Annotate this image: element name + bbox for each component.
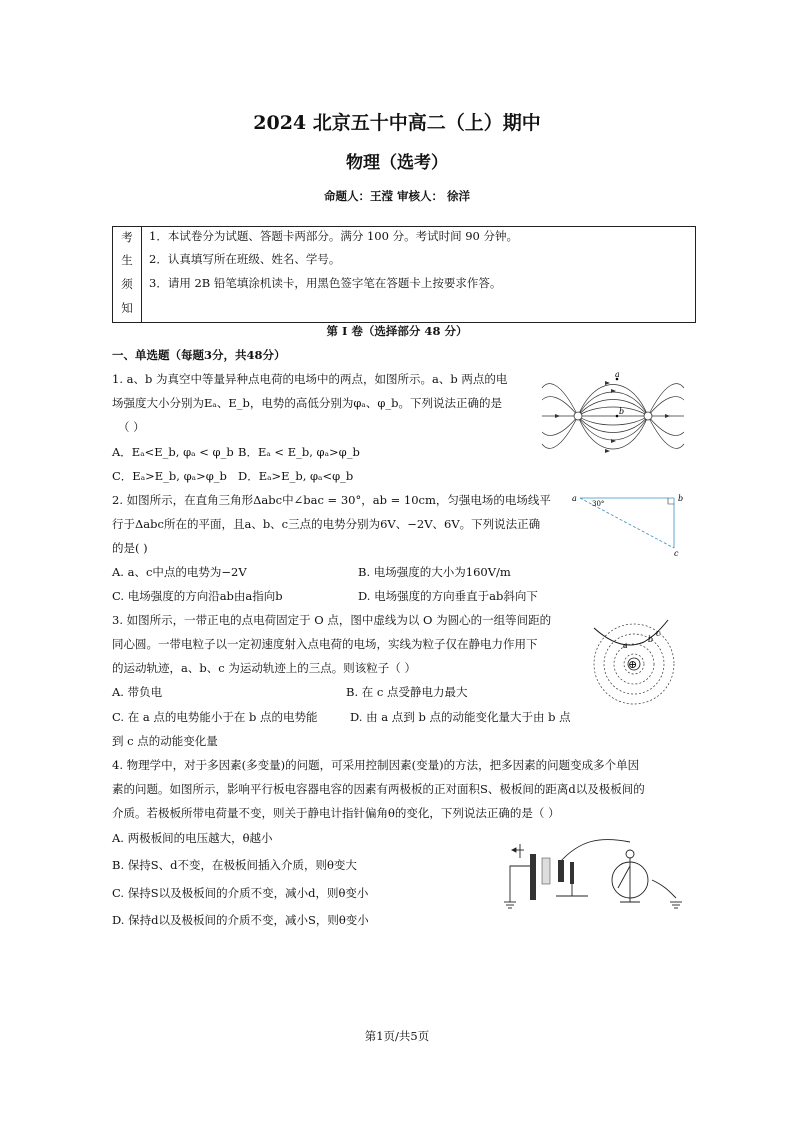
page-title: 2024 北京五十中高二（上）期中: [253, 112, 541, 134]
q3-line: 同心圆。一带电粒子以一定初速度射入点电荷的电场，实线为粒子仅在静电力作用下: [112, 637, 538, 651]
q2-line: 2. 如图所示，在直角三角形Δabc中∠bac = 30°，ab = 10cm，匀强电场的电场线平: [112, 493, 551, 507]
notice-side-char: 考: [121, 230, 133, 244]
q2-option-a: A. a、c中点的电势为−2V: [112, 565, 247, 579]
q2-option-b: B. 电场强度的大小为160V/m: [358, 565, 511, 579]
q3-line: 3. 如图所示，一带正电的点电荷固定于 O 点，图中虚线为以 O 为圆心的一组等间距的: [112, 613, 552, 627]
fig-label-c: c: [674, 549, 679, 558]
part-title: 第 I 卷（选择部分 48 分）: [326, 324, 468, 338]
q1-option-c: C．Eₐ>E_b, φₐ>φ_b: [112, 469, 227, 483]
q4-line: 介质。若极板所带电荷量不变，则关于静电计指针偏角θ的变化，下列说法正确的是（ ）: [112, 806, 560, 820]
q1-line: 场强度大小分别为Eₐ、E_b，电势的高低分别为φₐ、φ_b。下列说法正确的是: [112, 396, 502, 410]
q3-line: 的运动轨迹，a、b、c 为运动轨迹上的三点。则该粒子（ ）: [112, 661, 416, 675]
fig-label-a: a: [572, 494, 577, 503]
fig-label-a: a: [623, 641, 628, 650]
q3-option-d-cont: 到 c 点的动能变化量: [112, 734, 218, 748]
q1-option-a: A．Eₐ<E_b, φₐ < φ_b: [112, 445, 234, 459]
q2-line: 的是( ): [112, 541, 148, 555]
capacitor-electrometer-figure: [500, 836, 688, 916]
subject-title: 物理（选考）: [346, 153, 448, 173]
fig-label-c: c: [656, 629, 661, 638]
q3-option-d: D. 由 a 点到 b 点的动能变化量大于由 b 点: [350, 710, 571, 724]
triangle-figure: [570, 490, 688, 558]
q3-option-c: C. 在 a 点的电势能小于在 b 点的电势能: [112, 710, 318, 724]
fig-label-b: b: [648, 635, 654, 644]
section-heading: 一、单选题（每题3分，共48分）: [112, 348, 286, 362]
q4-line: 4. 物理学中，对于多因素(多变量)的问题，可采用控制因素(变量)的方法，把多因素的问题变成多个单因: [112, 758, 640, 772]
q3-option-a: A. 带负电: [112, 685, 163, 699]
positive-charge-symbol: ⊕: [628, 658, 638, 671]
notice-box: [112, 226, 696, 323]
q4-line: 素的问题。如图所示，影响平行板电容器电容的因素有两极板的正对面积S、极板间的距离d以及极板间的: [112, 782, 645, 796]
fig-angle-label: 30°: [592, 500, 605, 508]
q4-option-b: B. 保持S、d不变，在极板间插入介质，则θ变大: [112, 858, 357, 872]
notice-item: 1．本试卷分为试题、答题卡两部分。满分 100 分。考试时间 90 分钟。: [149, 229, 519, 243]
q1-line: 1. a、b 为真空中等量异种点电荷的电场中的两点，如图所示。a、b 两点的电: [112, 372, 508, 386]
dipole-field-figure: [540, 370, 686, 464]
notice-side-char: 须: [121, 277, 133, 291]
q3-option-b: B. 在 c 点受静电力最大: [346, 685, 468, 699]
q4-option-c: C. 保持S以及极板间的介质不变，减小d，则θ变小: [112, 886, 369, 900]
fig-label-b: b: [678, 494, 684, 503]
notice-side-char: 生: [121, 253, 133, 267]
notice-item: 3．请用 2B 铅笔填涂机读卡，用黑色签字笔在答题卡上按要求作答。: [149, 276, 502, 290]
notice-side-char: 知: [121, 301, 133, 315]
notice-item: 2．认真填写所在班级、姓名、学号。: [149, 252, 341, 266]
page-footer: 第1页/共5页: [364, 1029, 430, 1043]
notice-side-label: [113, 227, 142, 322]
q2-option-d: D. 电场强度的方向垂直于ab斜向下: [358, 589, 538, 603]
q2-line: 行于Δabc所在的平面，且a、b、c三点的电势分别为6V、−2V、6V。下列说法正确: [112, 517, 541, 531]
q2-option-c: C. 电场强度的方向沿ab由a指向b: [112, 589, 283, 603]
authors-line: 命题人：王滢 审核人： 徐洋: [323, 189, 470, 203]
q4-option-a: A. 两极板间的电压越大，θ越小: [112, 831, 273, 845]
q1-option-d: D．Eₐ>E_b, φₐ<φ_b: [238, 469, 354, 483]
concentric-circles-figure: [586, 618, 682, 714]
q4-option-d: D. 保持d以及极板间的介质不变，减小S，则θ变小: [112, 913, 369, 927]
fig-label-b: b: [619, 407, 625, 416]
fig-label-a: a: [615, 370, 620, 379]
q1-option-b: B．Eₐ < E_b, φₐ>φ_b: [238, 445, 360, 459]
q1-line: （ ）: [118, 420, 145, 434]
